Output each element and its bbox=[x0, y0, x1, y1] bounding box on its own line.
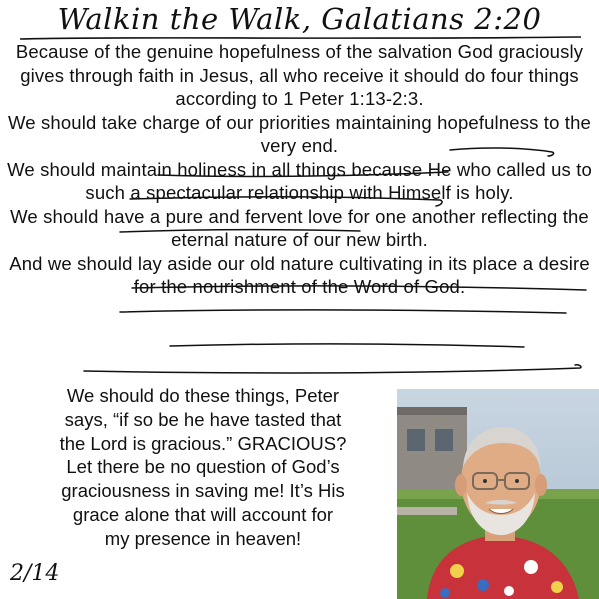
paragraph-love: We should have a pure and fervent love for one another reflecting the eternal nature of our new birth. bbox=[10, 205, 589, 250]
paragraph-priorities: We should take charge of our priorities maintaining hopefulness to the very end. bbox=[8, 111, 591, 156]
underline-lay-aside bbox=[170, 344, 524, 347]
closing-text bbox=[6, 384, 400, 551]
paragraph-nourishment: And we should lay aside our old nature cultivating in its place a desire for the nourishment of the Word of God. bbox=[9, 252, 590, 297]
portrait-illustration bbox=[397, 389, 599, 599]
closing-line: Let there be no question of God’s bbox=[66, 456, 340, 478]
closing-line: my presence in heaven! bbox=[104, 527, 302, 549]
main-text bbox=[4, 40, 595, 299]
closing-line: graciousness in saving me! It’s His bbox=[61, 480, 345, 502]
page-title: Walkin the Walk, Galatians 2:20 bbox=[57, 2, 542, 36]
closing-line: says, “if so be he have tasted that bbox=[64, 408, 342, 430]
author-photo bbox=[397, 389, 599, 599]
underline-desire bbox=[84, 365, 581, 373]
closing-line: We should do these things, Peter bbox=[66, 385, 340, 406]
paragraph-intro: Because of the genuine hopefulness of the salvation God graciously gives through faith in Jesus, all who receive it should do four things according to 1 Peter 1:13-2:3. bbox=[15, 41, 584, 109]
date-label: 2/14 bbox=[10, 561, 60, 586]
underline-reflecting bbox=[120, 310, 566, 313]
closing-line: the Lord is gracious.” GRACIOUS? bbox=[59, 432, 347, 454]
paragraph-holiness: We should maintain holiness in all things because He who called us to such a spectacular relationship with Himself is holy. bbox=[7, 158, 592, 203]
closing-line: grace alone that will account for bbox=[72, 503, 334, 525]
